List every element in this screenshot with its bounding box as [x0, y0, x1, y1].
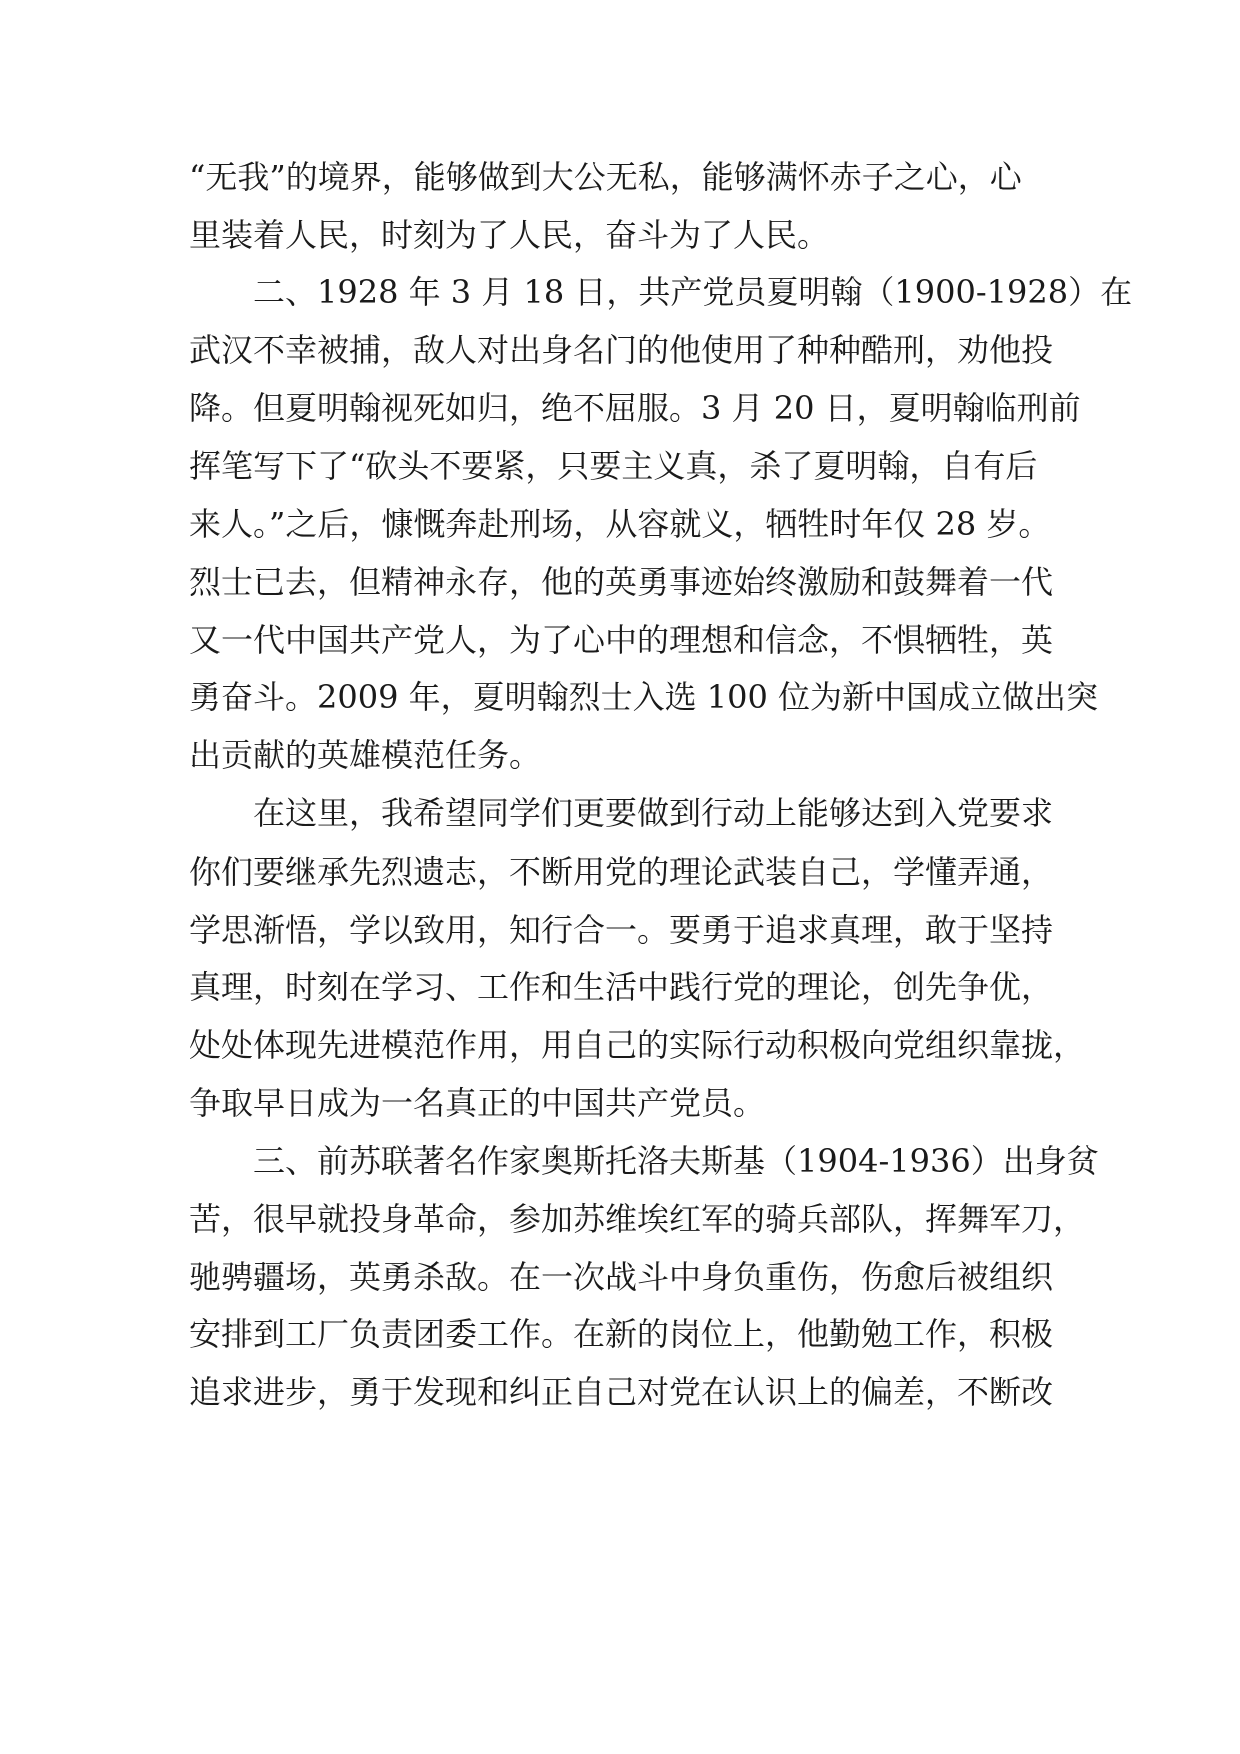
- text-line: 处处体现先进模范作用，用自己的实际行动积极向党组织靠拢，: [189, 1026, 1086, 1064]
- text-line: “无我”的境界，能够做到大公无私，能够满怀赤子之心，心: [189, 158, 1022, 196]
- text-line: 苦，很早就投身革命，参加苏维埃红军的骑兵部队，挥舞军刀，: [189, 1200, 1086, 1238]
- text-line: 里装着人民，时刻为了人民，奋斗为了人民。: [189, 216, 830, 254]
- text-line: 来人。”之后，慷慨奔赴刑场，从容就义，牺牲时年仅 28 岁。: [189, 505, 1051, 543]
- text-line: 你们要继承先烈遗志，不断用党的理论武装自己，学懂弄通，: [189, 853, 1054, 891]
- text-line: 烈士已去，但精神永存，他的英勇事迹始终激励和鼓舞着一代: [189, 563, 1054, 601]
- text-line: 学思渐悟，学以致用，知行合一。要勇于追求真理，敢于坚持: [189, 911, 1054, 949]
- paragraph-start-line: 在这里，我希望同学们更要做到行动上能够达到入党要求: [253, 794, 1054, 832]
- text-line: 降。但夏明翰视死如归，绝不屈服。3 月 20 日，夏明翰临刑前: [189, 389, 1081, 427]
- text-line: 武汉不幸被捕，敌人对出身名门的他使用了种种酷刑，劝他投: [189, 331, 1054, 369]
- text-line: 追求进步，勇于发现和纠正自己对党在认识上的偏差，不断改: [189, 1373, 1054, 1411]
- text-line: 挥笔写下了“砍头不要紧，只要主义真，杀了夏明翰，自有后: [189, 447, 1038, 485]
- text-line: 驰骋疆场，英勇杀敌。在一次战斗中身负重伤，伤愈后被组织: [189, 1258, 1054, 1296]
- paragraph-start-line: 三、前苏联著名作家奥斯托洛夫斯基（1904-1936）出身贫: [253, 1142, 1099, 1180]
- text-line: 出贡献的英雄模范任务。: [189, 736, 542, 774]
- paragraph-start-line: 二、1928 年 3 月 18 日，共产党员夏明翰（1900-1928）在: [253, 273, 1133, 311]
- text-line: 争取早日成为一名真正的中国共产党员。: [189, 1084, 766, 1122]
- text-line: 勇奋斗。2009 年，夏明翰烈士入选 100 位为新中国成立做出突: [189, 678, 1099, 716]
- text-line: 又一代中国共产党人，为了心中的理想和信念，不惧牺牲，英: [189, 621, 1054, 659]
- text-line: 安排到工厂负责团委工作。在新的岗位上，他勤勉工作，积极: [189, 1315, 1054, 1353]
- text-line: 真理，时刻在学习、工作和生活中践行党的理论，创先争优，: [189, 968, 1054, 1006]
